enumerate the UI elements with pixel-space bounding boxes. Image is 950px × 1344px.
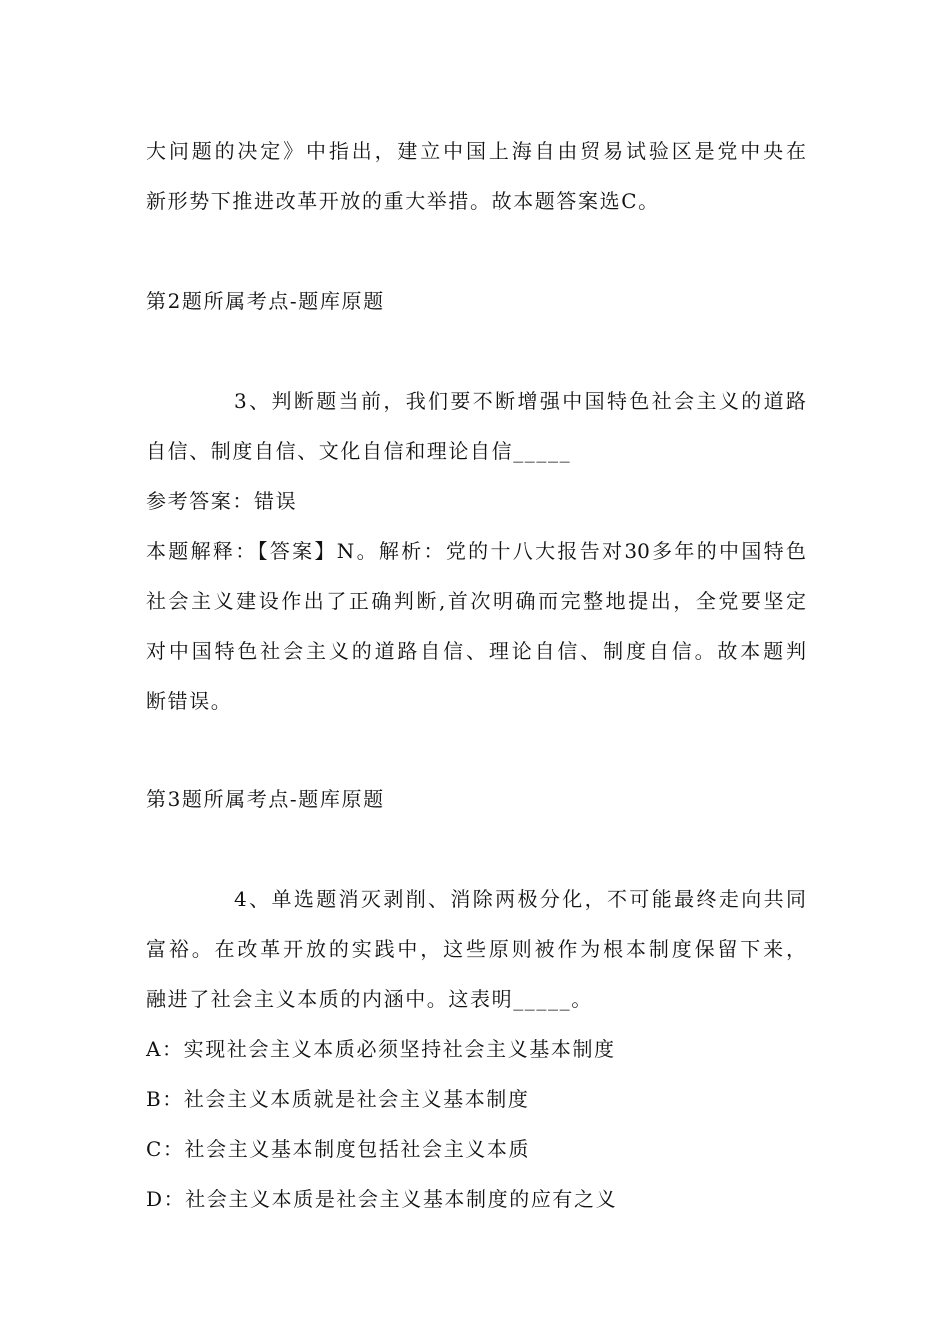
q3-explanation-line-3: 对中国特色社会主义的道路自信、理论自信、制度自信。故本题判 bbox=[146, 639, 806, 663]
q3-explanation-line-4: 断错误。 bbox=[146, 689, 233, 713]
q2-explanation-line-1: 大问题的决定》中指出，建立中国上海自由贸易试验区是党中央在 bbox=[146, 139, 806, 163]
q2-explanation-line-2: 新形势下推进改革开放的重大举措。故本题答案选C。 bbox=[146, 189, 660, 213]
q4-question-line-2: 富裕。在改革开放的实践中，这些原则被作为根本制度保留下来， bbox=[146, 937, 806, 961]
q3-topic-heading: 第3题所属考点-题库原题 bbox=[146, 787, 385, 811]
q4-question-line-3: 融进了社会主义本质的内涵中。这表明_____。 bbox=[146, 987, 593, 1011]
q4-option-b: B：社会主义本质就是社会主义基本制度 bbox=[146, 1087, 530, 1111]
q4-option-a: A：实现社会主义本质必须坚持社会主义基本制度 bbox=[146, 1037, 616, 1061]
q3-question-line-1: 3、判断题当前，我们要不断增强中国特色社会主义的道路 bbox=[234, 389, 806, 413]
q4-option-c: C：社会主义基本制度包括社会主义本质 bbox=[146, 1137, 531, 1161]
q2-topic-heading: 第2题所属考点-题库原题 bbox=[146, 289, 385, 313]
q4-question-line-1: 4、单选题消灭剥削、消除两极分化，不可能最终走向共同 bbox=[234, 887, 806, 911]
q3-question-line-2: 自信、制度自信、文化自信和理论自信_____ bbox=[146, 439, 572, 463]
q3-explanation-line-1: 本题解释：【答案】N。解析：党的十八大报告对30多年的中国特色 bbox=[146, 539, 806, 563]
q3-explanation-line-2: 社会主义建设作出了正确判断,首次明确而完整地提出，全党要坚定 bbox=[146, 589, 806, 613]
q3-answer: 参考答案：错误 bbox=[146, 489, 298, 513]
q4-option-d: D：社会主义本质是社会主义基本制度的应有之义 bbox=[146, 1187, 618, 1211]
